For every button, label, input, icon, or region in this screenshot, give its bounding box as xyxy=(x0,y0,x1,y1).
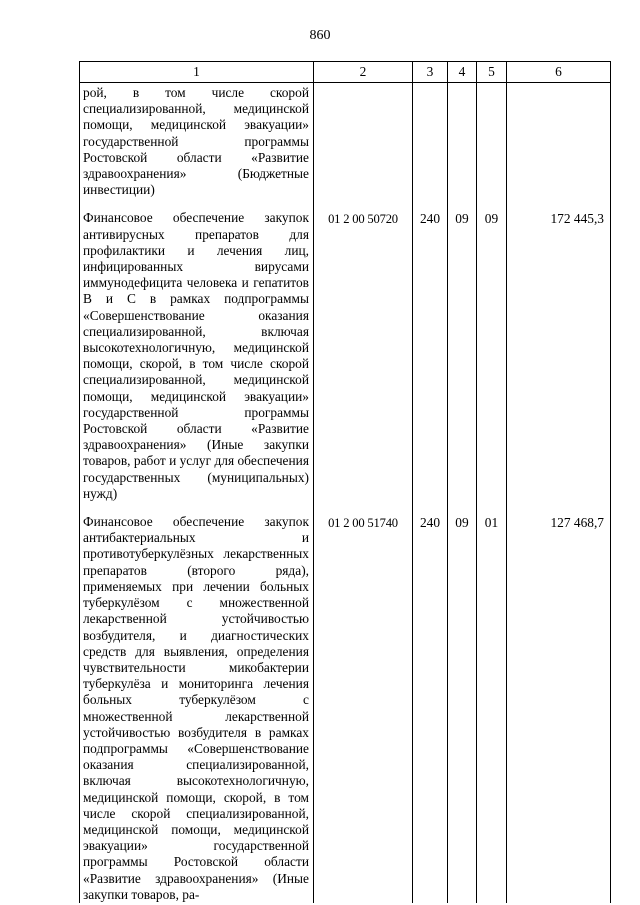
table-row xyxy=(80,210,611,514)
table-row xyxy=(80,83,611,211)
row-col4: 09 xyxy=(448,210,477,514)
row-col5: 09 xyxy=(477,210,507,514)
header-col-2: 2 xyxy=(314,62,413,83)
row-code: 01 2 00 51740 xyxy=(314,514,413,903)
header-col-1: 1 xyxy=(80,62,314,83)
row-description: Финансовое обеспечение закупок антивирусных препаратов для профилактики и лечения лиц, инфицированных вирусами иммунодефицита человека и гепатитов В и С в рамках подпрограммы «Совершенствование оказания специализированной, включая высокотехнологичную, медицинской помощи, скорой, в том числе скорой специализированной, медицинской помощи, медицинской эвакуации» государственной программы Ростовской области «Развитие здравоохранения» (Иные закупки товаров, работ и услуг для обеспечения государственных (муниципальных) нужд) xyxy=(80,210,314,514)
row-col4: 09 xyxy=(448,514,477,903)
header-col-5: 5 xyxy=(477,62,507,83)
row-amount: 127 468,7 xyxy=(507,514,611,903)
header-col-6: 6 xyxy=(507,62,611,83)
budget-table xyxy=(79,61,611,903)
header-col-3: 3 xyxy=(413,62,448,83)
row-description: Финансовое обеспечение закупок антибактериальных и противотуберкулёзных лекарственных препаратов (второго ряда), применяемых при лечении больных туберкулёзом с множественной лекарственной устойчивостью возбудителя, и диагностических средств для выявления, определения чувствительности микобактерии туберкулёза и мониторинга лечения больных туберкулёзом с множественной лекарственной устойчивостью возбудителя в рамках подпрограммы «Совершенствование оказания специализированной, включая высокотехнологичную, медицинской помощи, скорой, в том числе скорой специализированной, медицинской помощи, медицинской эвакуации» государственной программы Ростовской области «Развитие здравоохранения» (Иные закупки товаров, ра- xyxy=(80,514,314,903)
row-col3: 240 xyxy=(413,514,448,903)
table-row xyxy=(80,514,611,903)
page-number: 860 xyxy=(309,28,331,43)
row-col5: 01 xyxy=(477,514,507,903)
row-amount xyxy=(507,83,611,211)
row-col3 xyxy=(413,83,448,211)
row-col5 xyxy=(477,83,507,211)
row-col3: 240 xyxy=(413,210,448,514)
row-code xyxy=(314,83,413,211)
row-code: 01 2 00 50720 xyxy=(314,210,413,514)
header-col-4: 4 xyxy=(448,62,477,83)
row-amount: 172 445,3 xyxy=(507,210,611,514)
row-col4 xyxy=(448,83,477,211)
table-header-row xyxy=(80,62,611,83)
row-description: рой, в том числе скорой специализированной, медицинской помощи, медицинской эвакуации» государственной программы Ростовской области «Развитие здравоохранения» (Бюджетные инвестиции) xyxy=(80,83,314,211)
